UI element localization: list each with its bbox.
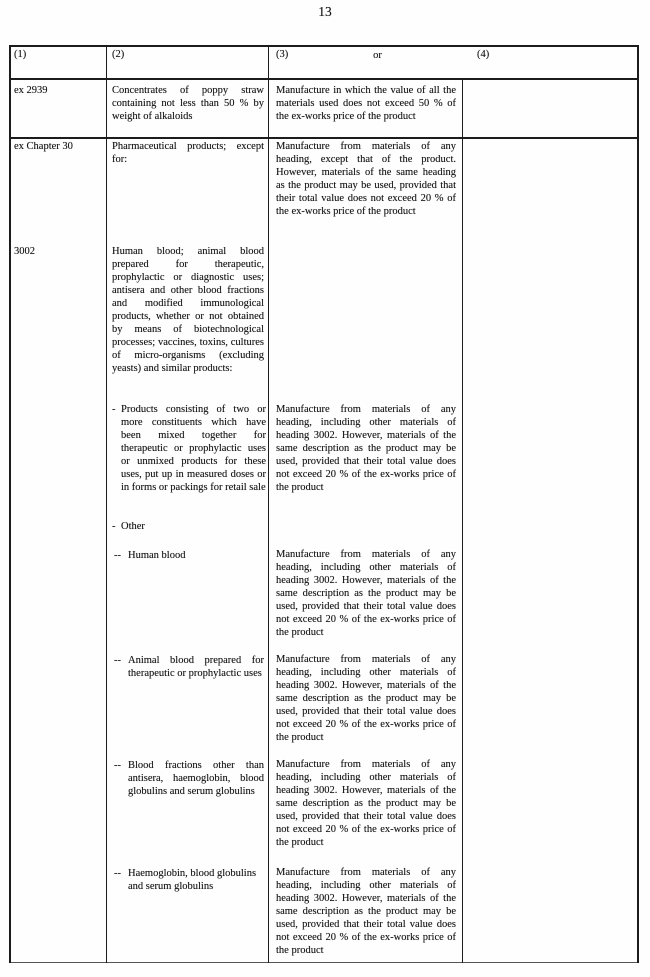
row-rule: Manufacture from materials of any heading, including other materials of heading 3002. However, materials of the same description as the product may be used, provided that their total value does not exceed 20 % of the ex-works price of the product: [276, 654, 456, 743]
row-rule: Manufacture from materials of any heading, including other materials of heading 3002. However, materials of the same description as the product may be used, provided that their total value does not exceed 20 % of the ex-works price of the product: [276, 759, 456, 848]
row-rule: Manufacture from materials of any heading, including other materials of heading 3002. However, materials of the same description as the product may be used, provided that their total value does not exceed 20 % of the ex-works price of the product: [276, 867, 456, 956]
row-description: Blood fractions other than antisera, haemoglobin, blood globulins and serum globulins: [128, 760, 264, 797]
row-description: Pharmaceutical products; except for:: [112, 141, 264, 165]
row-rule: Manufacture from materials of any heading, including other materials of heading 3002. However, materials of the same description as the product may be used, provided that their total value does not exceed 20 % of the ex-works price of the product: [276, 404, 456, 493]
table-header-separator: [9, 78, 638, 80]
table-border-right: [637, 45, 639, 963]
row-code: 3002: [14, 246, 35, 257]
table-border-bottom: [9, 962, 638, 963]
header-or-label: or: [373, 50, 382, 61]
dash-marker: --: [114, 655, 121, 666]
row-description: Human blood: [128, 550, 186, 561]
row-rule: Manufacture from materials of any heading, including other materials of heading 3002. However, materials of the same description as the product may be used, provided that their total value does not exceed 20 % of the ex-works price of the product: [276, 549, 456, 638]
header-cell-4: (4): [477, 49, 490, 60]
header-cell-3: (3): [276, 49, 289, 60]
header-cell-1: (1): [14, 49, 27, 60]
row-rule: Manufacture from materials of any heading, except that of the product. However, materials of the same heading as the product may be used, provided that their total value does not exceed 20 % of the ex-works price of the product: [276, 141, 456, 217]
row-description: Products consisting of two or more constituents which have been mixed together for therapeutic or prophylactic uses or unmixed products for these uses, put up in measured doses or in forms or packings for retail sale: [121, 404, 266, 493]
row-rule: Manufacture in which the value of all the materials used does not exceed 50 % of the ex-works price of the product: [276, 85, 456, 122]
dash-marker: --: [114, 550, 121, 561]
dash-marker: --: [114, 760, 121, 771]
dash-marker: --: [114, 868, 121, 879]
row-description: Animal blood prepared for therapeutic or prophylactic uses: [128, 655, 264, 679]
dash-marker: -: [112, 521, 116, 532]
row-code: ex 2939: [14, 85, 48, 96]
row-description: Human blood; animal blood prepared for therapeutic, prophylactic or diagnostic uses; antisera and other blood fractions and modified immunological products, whether or not obtained by means of biotechnological processes; vaccines, toxins, cultures of micro-organisms (excluding yeasts) and similar products:: [112, 246, 264, 374]
row-description: Concentrates of poppy straw containing not less than 50 % by weight of alkaloids: [112, 85, 264, 122]
table-divider-col3-col4: [462, 78, 463, 963]
table-divider-col1-col2: [106, 45, 107, 963]
table-row-separator: [9, 137, 638, 139]
table-divider-col2-col3: [268, 45, 269, 963]
dash-marker: -: [112, 404, 116, 415]
row-description: Haemoglobin, blood globulins and serum globulins: [128, 868, 257, 892]
row-code: ex Chapter 30: [14, 141, 73, 152]
table-border-top: [9, 45, 638, 47]
row-description: Other: [121, 521, 145, 532]
table-border-left: [9, 45, 11, 963]
header-cell-2: (2): [112, 49, 125, 60]
page-number: 13: [318, 4, 332, 19]
